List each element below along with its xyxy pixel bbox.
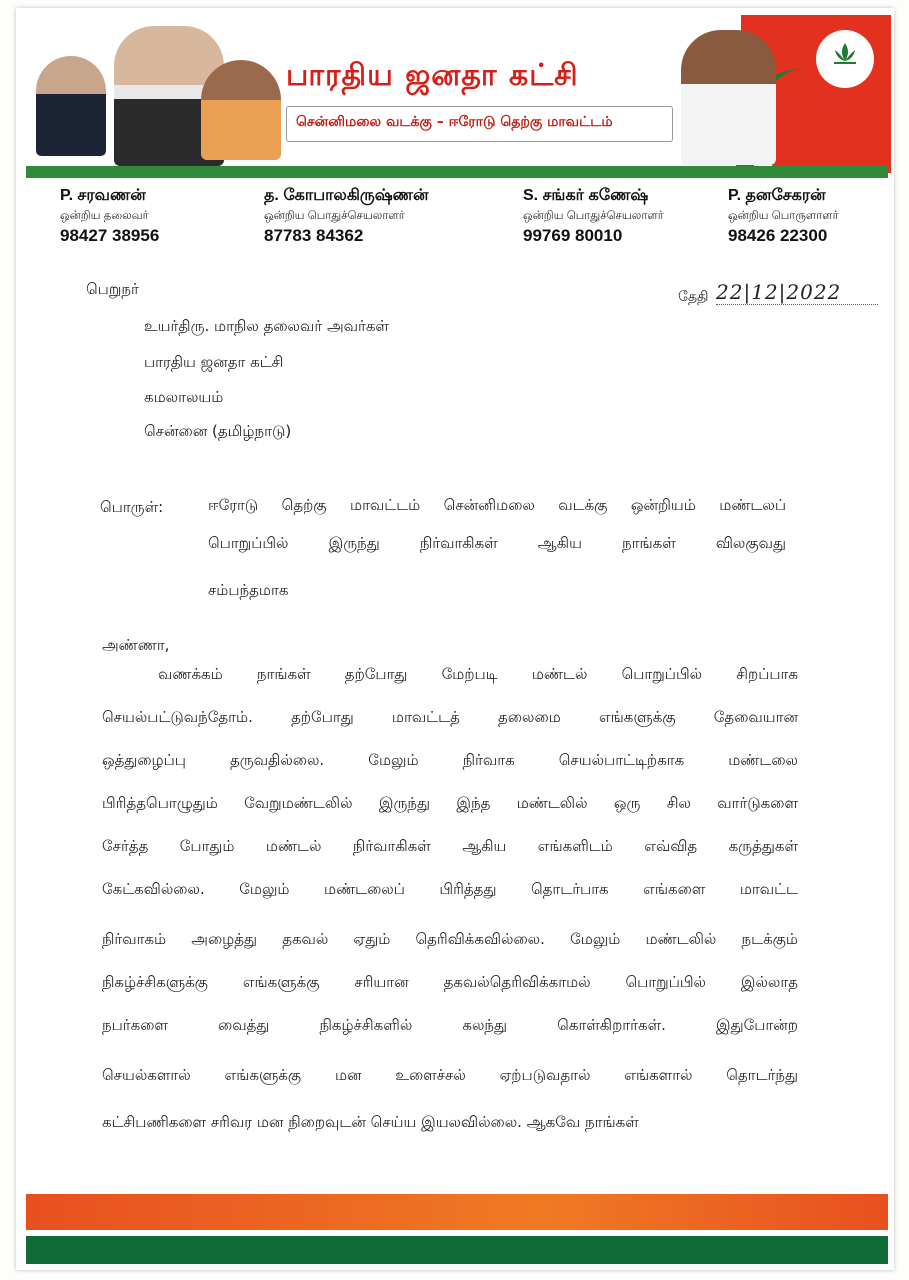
body-line: வணக்கம் நாங்கள் தற்போது மேற்படி மண்டல் பொறுப்பில் சிறப்பாக <box>158 665 798 683</box>
date-underline <box>716 304 878 305</box>
officer-name: S. சங்கர் கணேஷ் <box>523 187 649 204</box>
officer-role: ஒன்றிய பொருளாளர் <box>728 210 839 222</box>
body-line: சேர்த்த போதும் மண்டல் நிர்வாகிகள் ஆகிய எங்களிடம் எவ்வித கருத்துகள் <box>102 837 798 855</box>
body-line: ஒத்துழைப்பு தருவதில்லை. மேலும் நிர்வாக செயல்பாட்டிற்காக மண்டலை <box>102 751 798 769</box>
address-line: உயர்திரு. மாநில தலைவர் அவர்கள் <box>144 317 389 335</box>
body-line: பிரித்தபொழுதும் வேறுமண்டலில் இருந்து இந்த மண்டலில் ஒரு சில வார்டுகளை <box>102 794 798 812</box>
officer-3 <box>523 186 664 246</box>
officer-4 <box>728 186 839 246</box>
leader-photo-1 <box>36 56 106 156</box>
subject-label: பொருள்: <box>100 498 164 516</box>
body-line: செயல்பட்டுவந்தோம். தற்போது மாவட்டத் தலைமை எங்களுக்கு தேவையான <box>102 708 798 726</box>
officers-row <box>16 186 894 256</box>
letter-page <box>16 8 894 1270</box>
date-label: தேதி <box>678 289 709 305</box>
officer-name: P. தனசேகரன் <box>728 187 826 204</box>
subject-line: ஈரோடு தெற்கு மாவட்டம் சென்னிமலை வடக்கு ஒன்றியம் மண்டலப் <box>208 496 786 514</box>
body-line: கேட்கவில்லை. மேலும் மண்டலைப் பிரித்தது தொடர்பாக எங்களை மாவட்ட <box>102 880 798 898</box>
officer-phone: 98426 22300 <box>728 226 828 245</box>
officer-role: ஒன்றிய தலைவர் <box>60 210 149 222</box>
leader-photo-3 <box>201 60 281 160</box>
body-line: கட்சிபணிகளை சரிவர மன நிறைவுடன் செய்ய இயலவில்லை. ஆகவே நாங்கள் <box>102 1113 639 1131</box>
letterhead <box>16 8 894 183</box>
footer-saffron-band <box>26 1194 888 1230</box>
officer-role: ஒன்றிய பொதுச்செயலாளர் <box>523 210 664 222</box>
body-line: செயல்களால் எங்களுக்கு மன உளைச்சல் ஏற்படுவதால் எங்களால் தொடர்ந்து <box>102 1066 798 1084</box>
officer-phone: 99769 80010 <box>523 226 623 245</box>
date-value: 22|12|2022 <box>716 280 842 304</box>
body-line: நிர்வாகம் அழைத்து தகவல் ஏதும் தெரிவிக்கவில்லை. மேலும் மண்டலில் நடக்கும் <box>102 930 798 948</box>
officer-name: த. கோபாலகிருஷ்ணன் <box>264 187 429 204</box>
officer-name: P. சரவணன் <box>60 187 146 204</box>
officer-role: ஒன்றிய பொதுச்செயலாளர் <box>264 210 405 222</box>
recipient-label: பெறுநர் <box>86 280 139 298</box>
address-line: கமலாலயம் <box>144 388 224 406</box>
district-subtitle: சென்னிமலை வடக்கு – ஈரோடு தெற்கு மாவட்டம் <box>296 114 613 130</box>
body-line: நிகழ்ச்சிகளுக்கு எங்களுக்கு சரியான தகவல்தெரிவிக்காமல் பொறுப்பில் இல்லாத <box>102 973 798 991</box>
lotus-icon <box>831 40 859 68</box>
party-name: பாரதிய ஜனதா கட்சி <box>286 58 579 93</box>
officer-2 <box>264 186 429 246</box>
officer-phone: 87783 84362 <box>264 226 364 245</box>
header-green-bar <box>26 166 888 178</box>
salutation: அண்ணா, <box>102 636 170 654</box>
leader-photo-4 <box>681 30 776 165</box>
subject-line: பொறுப்பில் இருந்து நிர்வாகிகள் ஆகிய நாங்கள் விலகுவது <box>208 534 786 552</box>
address-line: பாரதிய ஜனதா கட்சி <box>144 353 284 371</box>
footer-green-band <box>26 1236 888 1264</box>
address-line: சென்னை (தமிழ்நாடு) <box>144 422 292 440</box>
subject-line: சம்பந்தமாக <box>208 581 289 599</box>
body-line: நபர்களை வைத்து நிகழ்ச்சிகளில் கலந்து கொள்கிறார்கள். இதுபோன்ற <box>102 1016 798 1034</box>
officer-phone: 98427 38956 <box>60 226 160 245</box>
officer-1 <box>60 186 159 246</box>
